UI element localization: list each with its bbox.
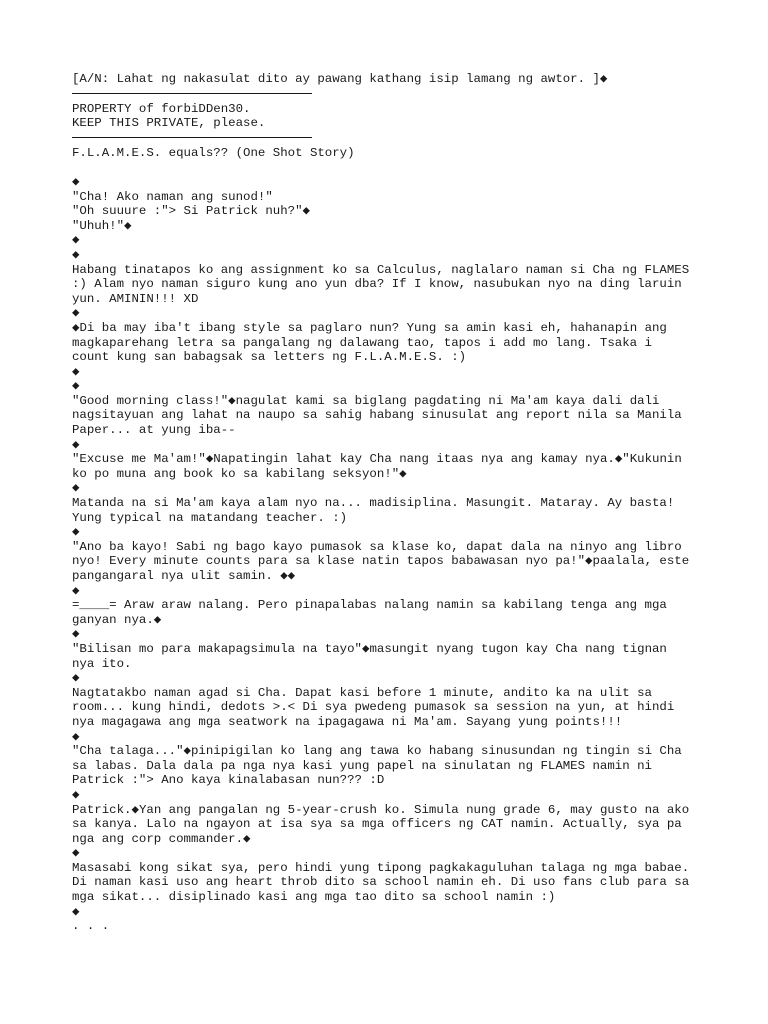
blank-line [72,160,712,175]
author-note: [A/N: Lahat ng nakasulat dito ay pawang kathang isip lamang ng awtor. ]◆ [72,72,608,86]
body-line: yun. AMININ!!! XD [72,291,199,306]
body-line: . . . [72,919,110,934]
separator-rule [72,93,312,94]
body-line: "Cha talaga..."◆pinipigilan ko lang ang tawa ko habang sinusundan ng tingin si Cha [72,744,682,759]
body-line: ◆ [72,437,80,452]
body-line: ◆ [72,525,80,540]
body-line: mga sikat... disiplinado kasi ang mga tao dito sa school namin :) [72,890,556,905]
separator-rule [72,137,312,138]
body-line: ◆ [72,247,80,262]
body-line: count kung san babagsak sa letters ng F.L.A.M.E.S. :) [72,350,467,365]
body-line: Yung typical na matandang teacher. :) [72,510,348,525]
body-line: ◆ [72,787,80,802]
body-line: ◆ [72,364,80,379]
body-line: magkaparehang letra sa pangalang ng dalawang tao, tapos i add mo lang. Tsaka i [72,335,652,350]
body-line: "Good morning class!"◆nagulat kami sa biglang pagdating ni Ma'am kaya dali dali [72,393,660,408]
body-line: nya magagawa ang mga seatwork na ipagagawa ni Ma'am. Sayang yung points!!! [72,714,623,729]
property-line: PROPERTY of forbiDDen30. [72,101,251,116]
body-line: ◆ [72,174,80,189]
body-line: Habang tinatapos ko ang assignment ko sa Calculus, naglalaro naman si Cha ng FLAMES [72,262,690,277]
body-line: "Oh suuure :"> Si Patrick nuh?"◆ [72,204,310,219]
body-line: Patrick :"> Ano kaya kinalabasan nun??? :D [72,773,385,788]
body-line: ◆ [72,846,80,861]
body-line: "Ano ba kayo! Sabi ng bago kayo pumasok sa klase ko, dapat dala na ninyo ang libro [72,539,682,554]
body-line: ◆ [72,233,80,248]
body-line: "Uhuh!"◆ [72,218,132,233]
body-line: nagsitayuan ang lahat na naupo sa sahig habang sinusulat ang report nila sa Manila [72,408,682,423]
body-line: "Excuse me Ma'am!"◆Napatingin lahat kay Cha nang itaas nya ang kamay nya.◆"Kukunin [72,452,682,467]
body-line: Paper... at yung iba-- [72,423,236,438]
body-line: ◆ [72,904,80,919]
body-line: nya ito. [72,656,132,671]
story-title: F.L.A.M.E.S. equals?? (One Shot Story) [72,145,355,160]
body-line: Nagtatakbo naman agad si Cha. Dapat kasi before 1 minute, andito ka na ulit sa [72,685,652,700]
body-line: Di naman kasi uso ang heart throb dito sa school namin eh. Di uso fans club para sa [72,875,690,890]
body-line: room... kung hindi, dedots >.< Di sya pwedeng pumasok sa session na yun, at hindi [72,700,675,715]
body-line: pangangaral nya ulit samin. ◆◆ [72,569,296,583]
body-line: ◆ [72,379,80,394]
body-line: Matanda na si Ma'am kaya alam nyo na... madisiplina. Masungit. Mataray. Ay basta! [72,496,675,511]
body-line: ganyan nya.◆ [72,612,162,627]
body-line: :) Alam nyo naman siguro kung ano yun dba? If I know, nasubukan nyo na ding laruin [72,277,682,292]
body-line: ◆ [72,481,80,496]
body-line: ◆Di ba may iba't ibang style sa paglaro nun? Yung sa amin kasi eh, hahanapin ang [72,320,667,335]
document-page [72,72,712,934]
body-line: nyo! Every minute counts para sa klase natin tapos babawasan nyo pa!"◆paalala, este [72,554,690,569]
body-line: Masasabi kong sikat sya, pero hindi yung tipong pagkakaguluhan talaga ng mga babae. [72,860,690,875]
story-body [72,175,712,934]
body-line: ◆ [72,306,80,321]
body-line: sa labas. Dala dala pa nga nya kasi yung papel na sinulatan ng FLAMES namin ni [72,758,652,773]
body-line: ko po muna ang book ko sa kabilang seksyon!"◆ [72,466,407,481]
body-line: "Cha! Ako naman ang sunod!" [72,189,273,204]
body-line: nga ang corp commander.◆ [72,831,251,846]
body-line: ◆ [72,583,80,598]
body-line: ◆ [72,671,80,686]
body-line: ◆ [72,729,80,744]
body-line: Patrick.◆Yan ang pangalan ng 5-year-crush ko. Simula nung grade 6, may gusto na ako [72,802,690,817]
body-line: "Bilisan mo para makapagsimula na tayo"◆masungit nyang tugon kay Cha nang tignan [72,641,667,656]
body-line: ◆ [72,627,80,642]
property-line: KEEP THIS PRIVATE, please. [72,116,266,131]
body-line: =____= Araw araw nalang. Pero pinapalabas nalang namin sa kabilang tenga ang mga [72,598,667,613]
body-line: sa kanya. Lalo na ngayon at isa sya sa mga officers ng CAT namin. Actually, sya pa [72,817,682,832]
